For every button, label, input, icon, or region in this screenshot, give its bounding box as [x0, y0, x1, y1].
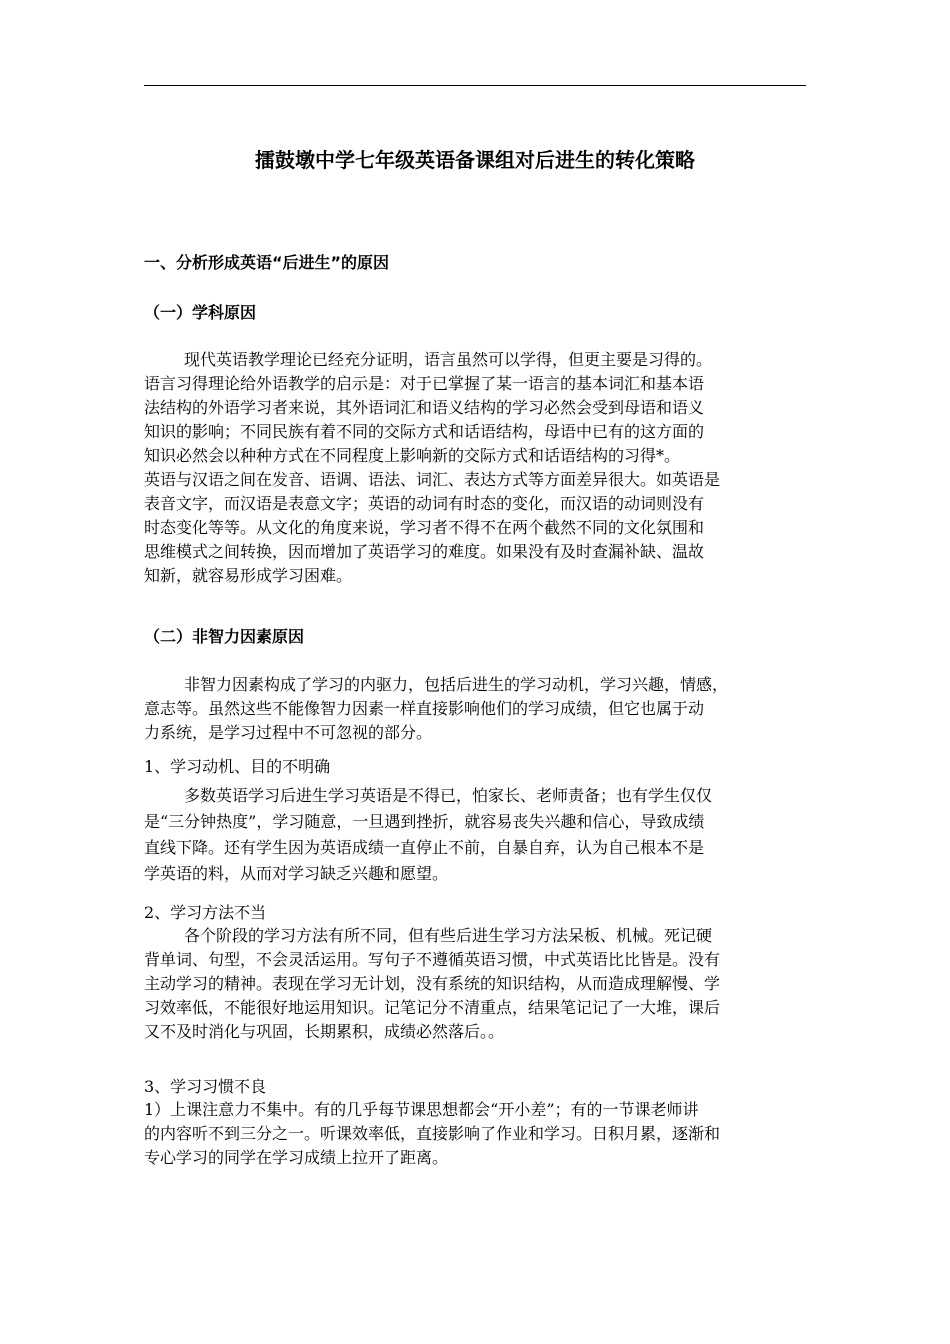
paragraph-line: 的内容听不到三分之一。听课效率低，直接影响了作业和学习。日积月累，逐渐和	[144, 1124, 721, 1143]
document-title: 擂鼓墩中学七年级英语备课组对后进生的转化策略	[255, 148, 695, 172]
paragraph-line: 专心学习的同学在学习成绩上拉开了距离。	[144, 1148, 449, 1167]
paragraph-line: 知识的影响；不同民族有着不同的交际方式和话语结构，母语中已有的这方面的	[144, 422, 705, 441]
paragraph-line: 知识必然会以种种方式在不同程度上影响新的交际方式和话语结构的习得*。	[144, 446, 681, 465]
paragraph-line: 背单词、句型，不会灵活运用。写句子不遵循英语习惯，中式英语比比皆是。没有	[144, 950, 721, 969]
list-item-habits: 3、学习习惯不良	[144, 1077, 267, 1096]
paragraph-line: 力系统，是学习过程中不可忽视的部分。	[144, 723, 433, 742]
subsection-heading-nonintellectual: （二）非智力因素原因	[144, 627, 305, 646]
paragraph-line: 各个阶段的学习方法有所不同，但有些后进生学习方法呆板、机械。死记硬	[184, 926, 713, 945]
subsection-heading-subject: （一）学科原因	[144, 303, 257, 322]
paragraph-line: 知新，就容易形成学习困难。	[144, 566, 353, 585]
paragraph-line: 学英语的料，从而对学习缺乏兴趣和愿望。	[144, 864, 449, 883]
header-rule	[144, 85, 806, 86]
paragraph-line: 1）上课注意力不集中。有的几乎每节课思想都会“开小差”；有的一节课老师讲	[144, 1100, 699, 1119]
paragraph-line: 英语与汉语之间在发音、语调、语法、词汇、表达方式等方面差异很大。如英语是	[144, 470, 721, 489]
paragraph-line: 意志等。虽然这些不能像智力因素一样直接影响他们的学习成绩，但它也属于动	[144, 699, 705, 718]
section-heading-1: 一、分析形成英语“后进生”的原因	[144, 253, 390, 272]
paragraph-line: 法结构的外语学习者来说，其外语词汇和语义结构的学习必然会受到母语和语义	[144, 398, 705, 417]
paragraph-subject-reasons	[144, 348, 806, 588]
paragraph-nonintellectual	[144, 673, 806, 745]
paragraph-motivation	[144, 783, 806, 887]
paragraph-line: 时态变化等等。从文化的角度来说，学习者不得不在两个截然不同的文化氛围和	[144, 518, 705, 537]
paragraph-line: 思维模式之间转换，因而增加了英语学习的难度。如果没有及时查漏补缺、温故	[144, 542, 705, 561]
paragraph-line: 主动学习的精神。表现在学习无计划，没有系统的知识结构，从而造成理解慢、学	[144, 974, 721, 993]
paragraph-habits	[144, 1098, 806, 1170]
paragraph-line: 非智力因素构成了学习的内驱力，包括后进生的学习动机，学习兴趣，情感，	[184, 675, 729, 694]
paragraph-line: 表音文字，而汉语是表意文字；英语的动词有时态的变化，而汉语的动词则没有	[144, 494, 705, 513]
paragraph-line: 是“三分钟热度”，学习随意，一旦遇到挫折，就容易丧失兴趣和信心，导致成绩	[144, 812, 705, 831]
paragraph-line: 又不及时消化与巩固，长期累积，成绩必然落后。。	[144, 1022, 505, 1041]
paragraph-method	[144, 924, 806, 1044]
paragraph-line: 直线下降。还有学生因为英语成绩一直停止不前，自暴自弃，认为自己根本不是	[144, 838, 705, 857]
paragraph-line: 现代英语教学理论已经充分证明，语言虽然可以学得，但更主要是习得的。	[184, 350, 713, 369]
list-item-method: 2、学习方法不当	[144, 903, 267, 922]
list-item-motivation: 1、学习动机、目的不明确	[144, 757, 331, 776]
paragraph-line: 语言习得理论给外语教学的启示是：对于已掌握了某一语言的基本词汇和基本语	[144, 374, 705, 393]
paragraph-line: 多数英语学习后进生学习英语是不得已，怕家长、老师责备；也有学生仅仅	[184, 786, 713, 805]
paragraph-line: 习效率低，不能很好地运用知识。记笔记分不清重点，结果笔记记了一大堆，课后	[144, 998, 721, 1017]
